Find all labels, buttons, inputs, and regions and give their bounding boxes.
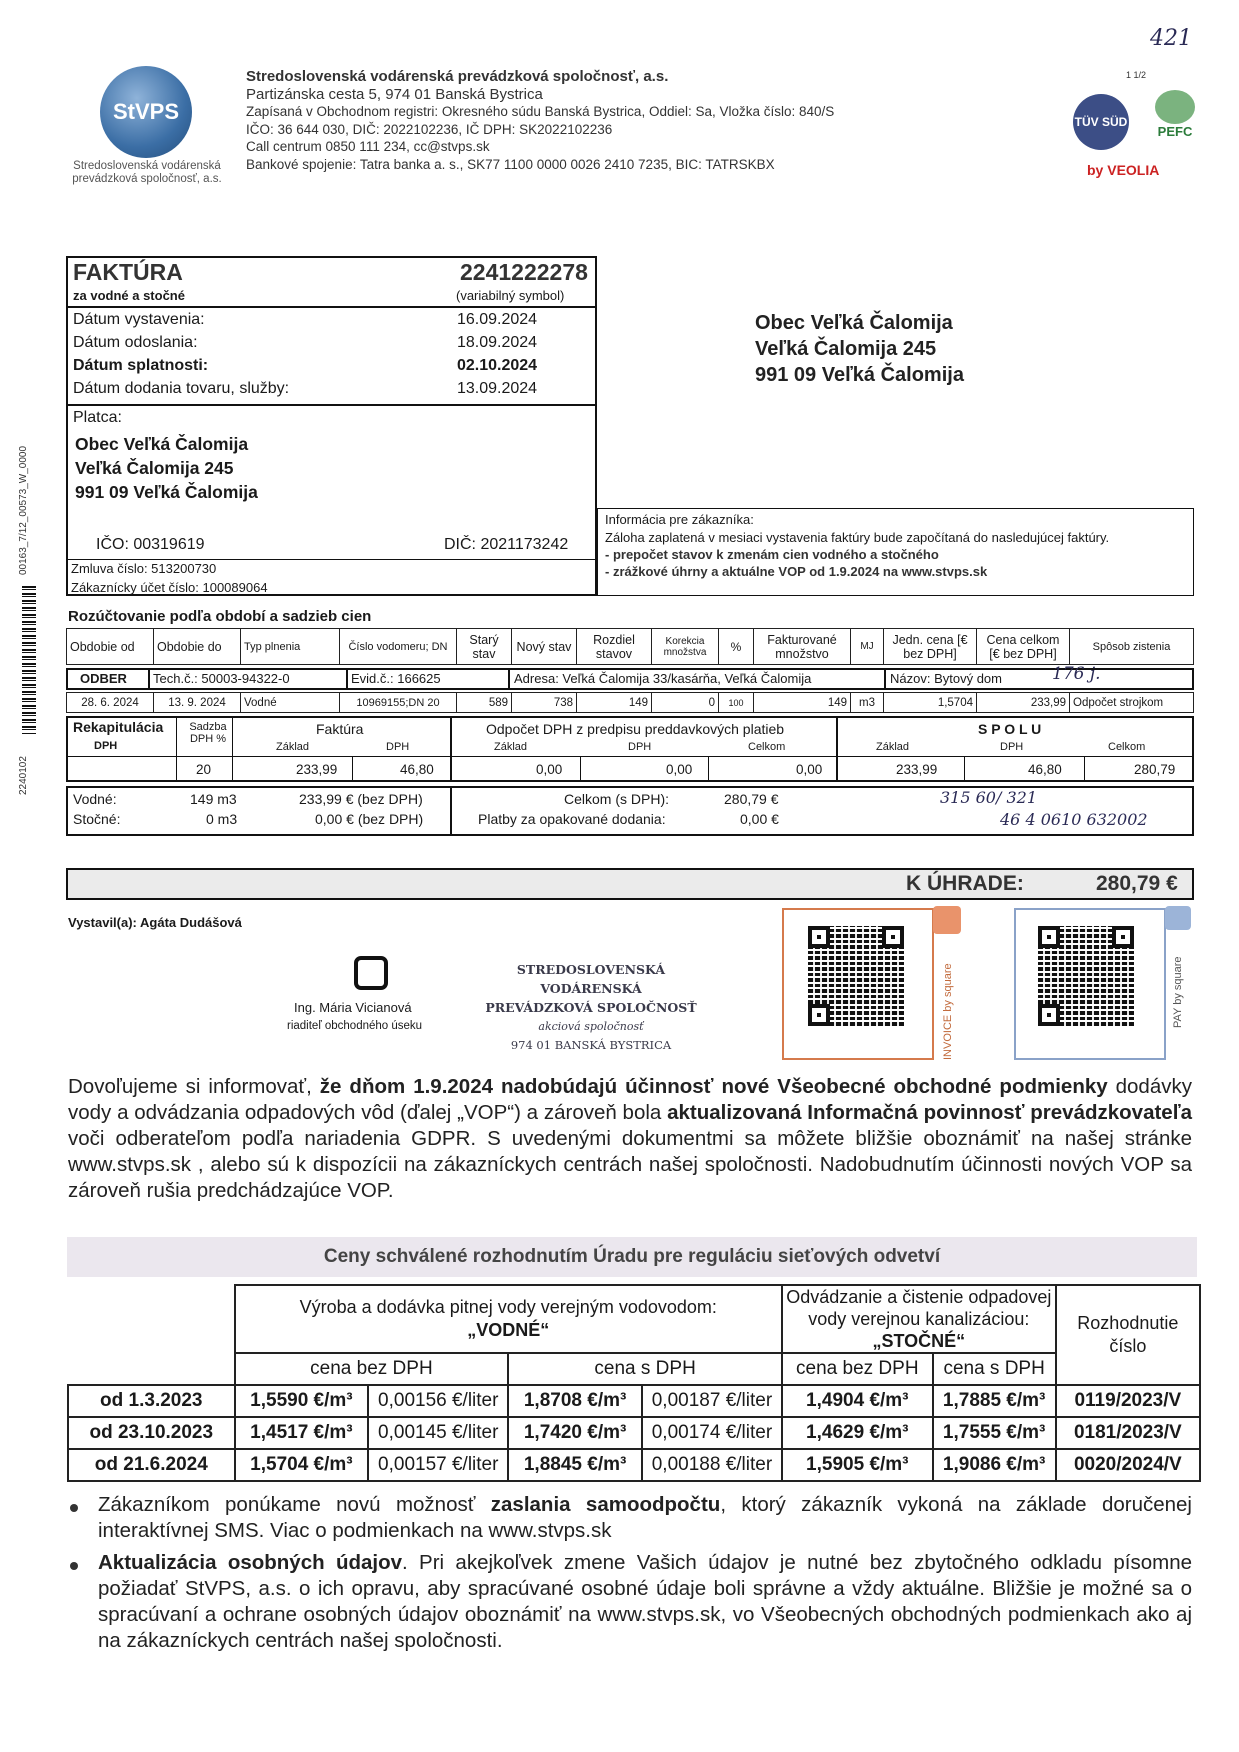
barcode (22, 586, 36, 734)
recap-title: Rekapitulácia (73, 719, 164, 735)
invoice-number-note: (variabilný symbol) (456, 288, 565, 303)
tuv-badge: TÜV SÜD (1073, 94, 1129, 150)
summary-vodne-label: Vodné: (73, 791, 117, 807)
recap-spolu: S P O L U (978, 721, 1042, 737)
vop-notice: Dovoľujeme si informovať, že dňom 1.9.2024 nadobúdajú účinnosť nové Všeobecné obchodné podmienky dodávky vody a odvádzania odpadových vôd (ďalej „VOP“) a zároveň bola aktualizovaná Informačná povinnosť prevádzkovateľa voči odberateľom podľa nariadenia GDPR. S uvedenými dokumentmi sa môžete bližšie oboznámiť na našej stránke www.stvps.sk , alebo sú k dispozícii na zákazníckych centrách našej spoločnosti. Nadobudnutím účinnosti nových VOP sa zároveň rušia predchádzajúce VOP. (68, 1075, 1192, 1202)
recap-odpocet-vat: 0,00 (666, 762, 693, 777)
stvps-logo (100, 66, 192, 158)
stocne-header: Odvádzanie a čistenie odpadovej vody verejnou kanalizáciou: „STOČNÉ“ (782, 1285, 1056, 1353)
recap-dph: DPH (94, 740, 118, 752)
veolia-badge: by VEOLIA (1087, 162, 1160, 178)
side-code-2: 2240102 (18, 756, 29, 795)
recap-sadzba: Sadzba DPH % (189, 721, 227, 745)
breakdown-table (66, 628, 1194, 665)
vodne-s-header: cena s DPH (508, 1353, 782, 1385)
summary-vodne-value: 233,99 € (bez DPH) (299, 791, 423, 807)
recap-faktura: Faktúra (316, 721, 364, 737)
odber-handwriting: 176 j. (1052, 664, 1101, 684)
recap-zaklad-1: Základ (276, 741, 310, 753)
payer-ico: IČO: 00319619 (96, 536, 205, 553)
date-due-value: 02.10.2024 (457, 357, 538, 374)
date-sent-value: 18.09.2024 (457, 334, 538, 351)
prices-banner: Ceny schválené rozhodnutím Úradu pre reguláciu sieťových odvetví (67, 1237, 1197, 1277)
recap-celkom-1: Celkom (748, 741, 786, 753)
summary-repeat-value: 0,00 € (740, 811, 779, 827)
date-issued-value: 16.09.2024 (457, 311, 538, 328)
payer-address: Obec Veľká Čalomija Veľká Čalomija 245 991 09 Veľká Čalomija (75, 434, 258, 502)
issued-by: Vystavil(a): Agáta Dudášová (68, 915, 242, 930)
invoice-number: 2241222278 (460, 259, 588, 285)
bullet-dot-1 (70, 1504, 78, 1512)
breakdown-data-table (66, 692, 1194, 713)
customer-account: Zákaznícky účet číslo: 100089064 (71, 580, 268, 595)
table-row: 28. 6. 2024 13. 9. 2024 Vodné 10969155;DN 20 589 738 149 0 100 149 m3 1,5704 233,99 Odpočet strojkom (67, 693, 1194, 713)
stocne-bez-header: cena bez DPH (782, 1353, 933, 1385)
invoice-icon (933, 906, 961, 934)
handwritten-number: 421 (1150, 26, 1192, 51)
invoice-subtitle: za vodné a stočné (73, 288, 185, 303)
info-line-1: Záloha zaplatená v mesiaci vystavenia faktúry bude započítaná do nasledujúcej faktúry. (605, 530, 1110, 545)
recap-vat: 46,80 (400, 762, 434, 777)
summary-repeat-label: Platby za opakované dodania: (478, 811, 666, 827)
date-delivery-label: Dátum dodania tovaru, služby: (73, 380, 290, 397)
recap-total-vat: 46,80 (1028, 762, 1062, 777)
bullet-personal-data: Aktualizácia osobných údajov. Pri akejkoľvek zmene Vašich údajov je nutné bez zbytočného odkladu písomne požiadať StVPS, a.s. o ich opravu, aby spracúvané osobné údaje boli správne a vždy aktuálne. Bližšie je možné sa o spracúvaní a ochrane osobných údajov oboznámiť na www.stvps.sk, vo Všeobecných obchodných podmienkach ako aj na zákazníckych centrách našej spoločnosti. (98, 1551, 1192, 1652)
date-sent-label: Dátum odoslania: (73, 334, 198, 351)
amount-due-bar (66, 868, 1194, 900)
payer-label: Platca: (73, 409, 122, 426)
summary-total-label: Celkom (s DPH): (564, 791, 670, 807)
table-row: od 21.6.2024 1,5704 €/m³ 0,00157 €/liter 1,8845 €/m³ 0,00188 €/liter 1,5905 €/m³ 1,9086 €/m³ 0020/2024/V (68, 1449, 1200, 1481)
amount-due-label: K ÚHRADE: (906, 872, 1024, 895)
invoice-qr-label: INVOICE by square (942, 963, 954, 1060)
summary-vodne-qty: 149 m3 (190, 791, 237, 807)
odber-name: Názov: Bytový dom (890, 671, 1002, 686)
logo-caption: Stredoslovenská vodárenská prevádzková spoločnosť, a.s. (72, 160, 222, 185)
page-indicator: 1 1/2 (1126, 70, 1147, 80)
payer-dic: DIČ: 2021173242 (444, 536, 569, 553)
contract-number: Zmluva číslo: 513200730 (71, 561, 217, 576)
invoice-title: FAKTÚRA (73, 259, 183, 285)
recap-base: 233,99 (296, 762, 338, 777)
odber-address: Adresa: Veľká Čalomija 33/kasárňa, Veľká Čalomija (514, 671, 812, 686)
handwritten-note-2: 46 4 0610 632002 (1000, 810, 1148, 829)
date-due-label: Dátum splatnosti: (73, 357, 209, 374)
date-issued-label: Dátum vystavenia: (73, 311, 205, 328)
recap-dph-2: DPH (628, 741, 652, 753)
table-row: od 1.3.2023 1,5590 €/m³ 0,00156 €/liter 1,8708 €/m³ 0,00187 €/liter 1,4904 €/m³ 1,7885 €/m³ 0119/2023/V (68, 1385, 1200, 1417)
recap-rate: 20 (196, 762, 212, 777)
handwritten-note-1: 315 60/ 321 (940, 788, 1037, 807)
table-row: od 23.10.2023 1,4517 €/m³ 0,00145 €/liter 1,7420 €/m³ 0,00174 €/liter 1,4629 €/m³ 1,7555 €/m³ 0181/2023/V (68, 1417, 1200, 1449)
date-delivery-value: 13.09.2024 (457, 380, 538, 397)
recap-total: 280,79 (1134, 762, 1176, 777)
side-code-1: 00163_7/12_00573_W_0000 (18, 445, 29, 575)
bullet-dot-2 (70, 1562, 78, 1570)
summary-stocne-label: Stočné: (73, 811, 121, 827)
company-stamp: STREDOSLOVENSKÁ VODÁRENSKÁ PREVÁDZKOVÁ SPOLOČNOSŤ akciová spoločnosť 974 01 BANSKÁ BYSTRICA (485, 962, 697, 1052)
odber-label: ODBER (80, 671, 127, 686)
odber-evid: Evid.č.: 166625 (351, 671, 441, 686)
company-registry: Zapísaná v Obchodnom registri: Okresného súdu Banská Bystrica, Oddiel: Sa, Vložka číslo: 840/S (246, 104, 835, 119)
pefc-badge: PEFC (1148, 90, 1202, 150)
recap-dph-3: DPH (1000, 741, 1024, 753)
recap-celkom-2: Celkom (1108, 741, 1146, 753)
company-name: Stredoslovenská vodárenská prevádzková spoločnosť, a.s. (246, 68, 669, 85)
signatory-role: riaditeľ obchodného úseku (287, 1020, 423, 1032)
prices-table (67, 1284, 1201, 1482)
recap-odpocet: Odpočet DPH z predpisu preddavkových platieb (486, 721, 785, 737)
company-ids: IČO: 36 644 030, DIČ: 2022102236, IČ DPH: SK2022102236 (246, 121, 613, 137)
summary-stocne-qty: 0 m3 (206, 811, 238, 827)
info-line-2: - prepočet stavov k zmenám cien vodného a stočného (605, 547, 939, 562)
amount-due-value: 280,79 € (1096, 872, 1178, 895)
decision-header: Rozhodnutie číslo (1056, 1285, 1200, 1385)
stocne-s-header: cena s DPH (933, 1353, 1056, 1385)
recap-odpocet-total: 0,00 (796, 762, 823, 777)
vodne-bez-header: cena bez DPH (235, 1353, 509, 1385)
recap-zaklad-3: Základ (876, 741, 910, 753)
company-bank: Bankové spojenie: Tatra banka a. s., SK77 1100 0000 0026 2410 7235, BIC: TATRSKBX (246, 156, 775, 172)
company-address: Partizánska cesta 5, 974 01 Banská Bystrica (246, 85, 543, 103)
odber-tech: Tech.č.: 50003-94322-0 (153, 671, 290, 686)
signature-mark (354, 956, 388, 990)
recap-total-base: 233,99 (896, 762, 938, 777)
card-icon (1165, 906, 1191, 930)
info-title: Informácia pre zákazníka: (605, 512, 754, 527)
breakdown-title: Rozúčtovanie podľa období a sadzieb cien (68, 608, 372, 625)
company-callcenter: Call centrum 0850 111 234, cc@stvps.sk (246, 139, 490, 154)
logo-text: StVPS (112, 99, 180, 124)
summary-total-value: 280,79 € (724, 791, 779, 807)
recap-dph-1: DPH (386, 741, 410, 753)
recap-zaklad-2: Základ (494, 741, 528, 753)
bullet-self-reading: Zákazníkom ponúkame novú možnosť zaslania samoodpočtu, ktorý zákazník vykoná na základe doručenej interaktívnej SMS. Viac o podmienkach na www.stvps.sk (98, 1493, 1192, 1542)
signatory-name: Ing. Mária Vicianová (294, 1000, 412, 1015)
recipient-address: Obec Veľká Čalomija Veľká Čalomija 245 991 09 Veľká Čalomija (755, 312, 964, 386)
breakdown-header-row: Obdobie od Obdobie do Typ plnenia Číslo vodomeru; DN Starý stav Nový stav Rozdiel stavov Korekcia množstva % Fakturované množstvo MJ Jedn. cena [€ bez DPH] Cena celkom [€ bez DPH] Spôsob zistenia (67, 629, 1194, 665)
vodne-header: Výroba a dodávka pitnej vody verejným vodovodom: „VODNÉ“ (235, 1285, 782, 1353)
pay-qr-label: PAY by square (1172, 956, 1184, 1028)
info-line-3: - zrážkové úhrny a aktuálne VOP od 1.9.2024 na www.stvps.sk (605, 564, 988, 579)
recap-odpocet-base: 0,00 (536, 762, 563, 777)
company-header (246, 68, 834, 173)
summary-stocne-value: 0,00 € (bez DPH) (315, 811, 424, 827)
